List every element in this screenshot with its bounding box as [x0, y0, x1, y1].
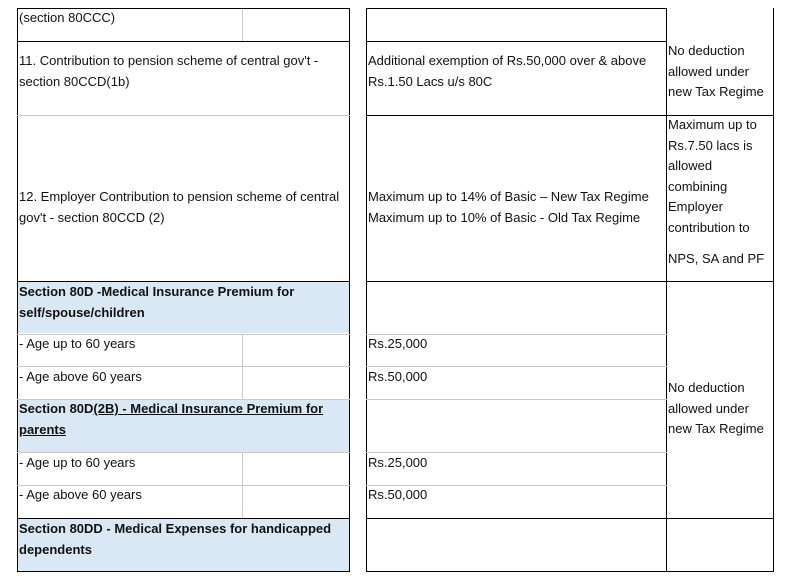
section-80d-heading: Section 80D -Medical Insurance Premium for self/spouse/children [18, 282, 349, 333]
h-mid-399 [366, 399, 667, 400]
h-left-366 [17, 366, 350, 367]
h-mid-bottom [366, 571, 667, 572]
h-right-115 [666, 115, 774, 116]
row-11-new-regime: No deduction allowed under new Tax Regime [668, 43, 764, 99]
row-11-old-regime: Additional exemption of Rs.50,000 over & above Rs.1.50 Lacs u/s 80C [368, 53, 647, 89]
h-left-399 [17, 399, 350, 400]
h-mid-41 [366, 41, 667, 42]
h-left-bottom [17, 571, 350, 572]
section-80d2b-heading-underlined: (2B) - Medical Insurance Premium for parents [19, 401, 324, 437]
mid-table-left-border [366, 8, 367, 572]
h-left-41 [17, 41, 350, 42]
h-mid-366 [366, 366, 667, 367]
h-right-bottom [666, 571, 774, 572]
s80d2b-age-below-60-label: - Age up to 60 years [19, 455, 136, 470]
section-80d2b-heading-prefix: Section 80D [19, 401, 94, 416]
s80d-age-above-60-value: Rs.50,000 [368, 369, 428, 384]
section-80dd-heading: Section 80DD - Medical Expenses for handicapped dependents [18, 519, 349, 571]
right-table-right-border [773, 8, 774, 572]
row-12-new-regime-line2: NPS, SA and PF [668, 251, 765, 266]
row-12-old-regime-line1: Maximum up to 14% of Basic – New Tax Regime [368, 189, 649, 204]
s80d-age-below-60-value: Rs.25,000 [368, 336, 428, 351]
row-80ccc-label: (section 80CCC) [19, 10, 116, 25]
h-mid-452 [366, 452, 667, 453]
left-table-left-border [17, 8, 18, 572]
row-12-old-regime-line2: Maximum up to 10% of Basic - Old Tax Regime [368, 210, 641, 225]
h-mid-115 [366, 115, 667, 116]
s80d2b-age-above-60-label: - Age above 60 years [19, 487, 142, 502]
h-mid-334 [366, 334, 667, 335]
mid-table-right-border [666, 8, 667, 572]
row-12-new-regime-line1: Maximum up to Rs.7.50 lacs is allowed combining Employer contribution to [668, 117, 757, 235]
section-80d2b-heading [18, 399, 349, 452]
h-mid-518 [366, 518, 667, 519]
left-inner-divider-top [242, 8, 243, 41]
left-inner-divider-80d2b [242, 453, 243, 519]
h-left-452 [17, 452, 350, 453]
h-right-281 [666, 281, 774, 282]
h-right-518 [666, 518, 774, 519]
h-left-485 [17, 485, 350, 486]
h-mid-281 [366, 281, 667, 282]
row-12-label: 12. Employer Contribution to pension scheme of central gov't - section 80CCD (2) [19, 189, 340, 225]
h-left-115 [17, 115, 350, 116]
s80d2b-age-above-60-value: Rs.50,000 [368, 487, 428, 502]
row-11-label: 11. Contribution to pension scheme of central gov't - section 80CCD(1b) [19, 53, 319, 89]
s80d2b-age-below-60-value: Rs.25,000 [368, 455, 428, 470]
s80d-age-below-60-label: - Age up to 60 years [19, 336, 136, 351]
h-mid-top [366, 8, 667, 9]
medical-new-regime: No deduction allowed under new Tax Regime [668, 380, 764, 436]
left-table-right-border [349, 8, 350, 572]
s80d-age-above-60-label: - Age above 60 years [19, 369, 142, 384]
h-left-281 [17, 281, 350, 282]
h-left-top [17, 8, 350, 9]
h-left-334 [17, 334, 350, 335]
h-left-518 [17, 518, 350, 519]
h-mid-485 [366, 485, 667, 486]
